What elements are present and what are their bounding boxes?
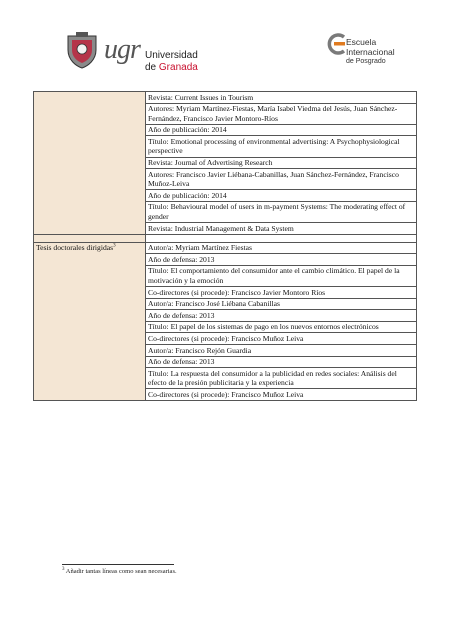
- school-name-line1: Escuela: [346, 37, 377, 47]
- table-cell: Título: Behavioural model of users in m-payment Systems: The moderating effect of gender: [146, 201, 417, 222]
- publications-table: [33, 91, 417, 401]
- footnote-divider: [62, 564, 174, 565]
- table-cell: Co-directores (si procede): Francisco Javier Montoro Ríos: [146, 287, 417, 299]
- theses-label: Tesis doctorales dirigidas: [36, 243, 114, 253]
- table-cell: Revista: Industrial Management & Data System: [146, 223, 417, 235]
- ugr-logo-text: ugr: [104, 34, 140, 65]
- footnote-marker: 3: [113, 243, 116, 249]
- footnote-text: Añadir tantas líneas como sean necesarias.: [65, 568, 177, 575]
- theses-label-cell: [34, 242, 146, 400]
- table-cell: Título: Emotional processing of environmental advertising: A Psychophysiological perspective: [146, 136, 417, 157]
- table-cell: Año de defensa: 2013: [146, 310, 417, 322]
- table-cell: Año de defensa: 2013: [146, 356, 417, 368]
- table-cell: Revista: Current Issues in Tourism: [146, 92, 417, 104]
- table-cell: Revista: Journal of Advertising Research: [146, 157, 417, 169]
- school-name-line2: Internacional: [346, 46, 395, 57]
- table-cell: Co-directores (si procede): Francisco Muñoz Leiva: [146, 389, 417, 401]
- spacer-cell: [146, 234, 417, 242]
- university-name: [145, 50, 198, 74]
- table-cell: Año de publicación: 2014: [146, 190, 417, 202]
- section1-label-cell: [34, 92, 146, 235]
- spacer-cell: [34, 234, 146, 242]
- school-name-line3: de Posgrado: [346, 58, 386, 65]
- table-cell: Título: La respuesta del consumidor a la publicidad en redes sociales: Análisis del efecto de la presión publicitaria y la experiencia: [146, 368, 417, 389]
- escuela-posgrado-name: [346, 38, 395, 67]
- table-cell: Autor/a: Myriam Martínez Fiestas: [146, 242, 417, 254]
- table-cell: Co-directores (si procede): Francisco Muñoz Leiva: [146, 333, 417, 345]
- table-cell: Autor/a: Francisco José Liébana Cabanillas: [146, 298, 417, 310]
- table-cell: Autor/a: Francisco Rejón Guardia: [146, 345, 417, 357]
- document-header: [0, 0, 450, 90]
- table-cell: Año de defensa: 2013: [146, 254, 417, 266]
- table-cell: Título: El papel de los sistemas de pago en los nuevos entornos electrónicos: [146, 321, 417, 333]
- table-cell: Título: El comportamiento del consumidor ante el cambio climático. El papel de la motivación y la emoción: [146, 265, 417, 286]
- table-cell: Autores: Francisco Javier Liébana-Cabanillas, Juan Sánchez-Fernández, Francisco Muñoz-Leiva: [146, 169, 417, 190]
- university-crest-icon: [62, 30, 102, 70]
- footnote-number: 3: [62, 566, 65, 572]
- footnote: [62, 568, 177, 575]
- table-cell: Año de publicación: 2014: [146, 124, 417, 136]
- university-name-line1: Universidad: [145, 50, 198, 61]
- university-name-line2: de Granada: [145, 62, 198, 73]
- table-cell: Autores: Myriam Martínez-Fiestas, María Isabel Viedma del Jesús, Juan Sánchez-Fernández, Francisco Javier Montoro-Ríos: [146, 103, 417, 124]
